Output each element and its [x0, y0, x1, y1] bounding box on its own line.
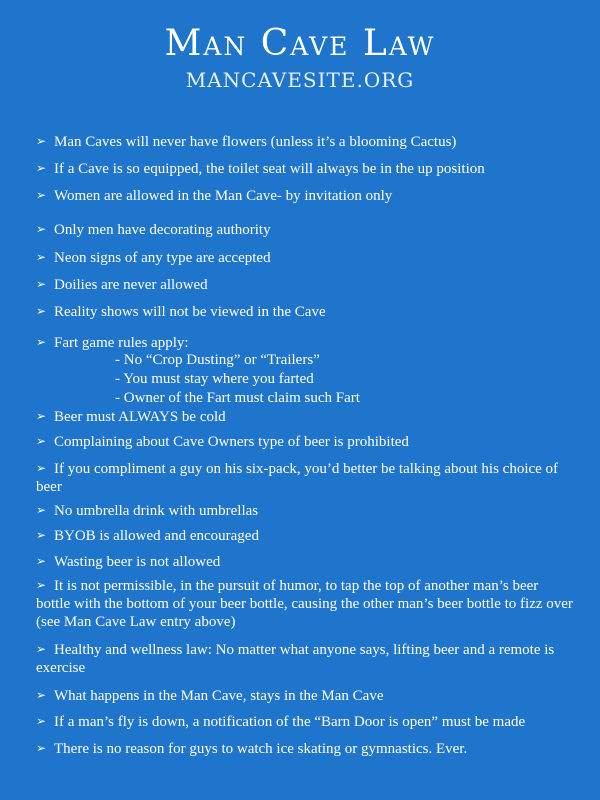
rule-item — [36, 552, 576, 571]
arrow-bullet-icon: ➢ — [36, 188, 47, 202]
arrow-bullet-icon: ➢ — [36, 503, 47, 517]
arrow-bullet-icon: ➢ — [36, 250, 47, 264]
rule-text: No umbrella drink with umbrellas — [54, 503, 259, 519]
rule-text: Beer must ALWAYS be cold — [54, 409, 226, 425]
rule-text: Healthy and wellness law: No matter what anyone says, lifting beer and a remote is exercise — [36, 642, 555, 676]
rule-item — [36, 432, 576, 451]
fart-subrule: - Owner of the Fart must claim such Fart — [115, 390, 360, 406]
arrow-bullet-icon: ➢ — [36, 554, 47, 568]
rule-item — [36, 686, 576, 705]
site-name: MANCAVESITE.ORG — [185, 68, 415, 92]
arrow-bullet-icon: ➢ — [36, 528, 47, 542]
arrow-bullet-icon: ➢ — [36, 277, 47, 291]
rule-item — [36, 576, 576, 631]
rule-item — [36, 739, 576, 758]
rule-text: If a man’s fly is down, a notification of the “Barn Door is open” must be made — [54, 714, 526, 730]
rule-text: Women are allowed in the Man Cave- by invitation only — [54, 188, 393, 204]
rule-item — [36, 333, 576, 352]
rule-text: It is not permissible, in the pursuit of humor, to tap the top of another man’s beer bottle with the bottom of your beer bottle, causing the other man’s beer bottle to fizz over (see Man Cave Law entry above) — [36, 578, 573, 630]
rule-text: Reality shows will not be viewed in the Cave — [54, 304, 326, 320]
arrow-bullet-icon: ➢ — [36, 134, 47, 148]
rule-text: Man Caves will never have flowers (unless it’s a blooming Cactus) — [54, 134, 457, 150]
fart-subrule: - No “Crop Dusting” or “Trailers” — [115, 352, 320, 368]
rule-item — [36, 459, 576, 496]
arrow-bullet-icon: ➢ — [36, 161, 47, 175]
rule-text: Complaining about Cave Owners type of beer is prohibited — [54, 434, 409, 450]
rule-text: Fart game rules apply: — [54, 335, 189, 351]
rule-item — [36, 302, 576, 321]
arrow-bullet-icon: ➢ — [36, 409, 47, 423]
rule-text: BYOB is allowed and encouraged — [54, 528, 259, 544]
rule-text: Wasting beer is not allowed — [54, 554, 221, 570]
rule-text: There is no reason for guys to watch ice skating or gymnastics. Ever. — [54, 741, 468, 757]
arrow-bullet-icon: ➢ — [36, 741, 47, 755]
rule-item — [36, 501, 576, 520]
rule-item — [36, 407, 576, 426]
rule-item — [36, 220, 576, 239]
arrow-bullet-icon: ➢ — [36, 714, 47, 728]
rule-item — [36, 712, 576, 731]
arrow-bullet-icon: ➢ — [36, 578, 47, 592]
arrow-bullet-icon: ➢ — [36, 335, 47, 349]
page-title: Man Cave Law — [164, 23, 436, 64]
rule-item — [36, 186, 576, 205]
rule-item — [36, 275, 576, 294]
rule-text: Neon signs of any type are accepted — [54, 250, 271, 266]
rule-text: Only men have decorating authority — [54, 222, 271, 238]
arrow-bullet-icon: ➢ — [36, 461, 47, 475]
rule-text: What happens in the Man Cave, stays in the Man Cave — [54, 688, 384, 704]
arrow-bullet-icon: ➢ — [36, 304, 47, 318]
rule-text: Doilies are never allowed — [54, 277, 208, 293]
arrow-bullet-icon: ➢ — [36, 434, 47, 448]
rule-item — [36, 248, 576, 267]
rule-text: If you compliment a guy on his six-pack, you’d better be talking about his choice of beer — [36, 461, 559, 495]
fart-subrule: - You must stay where you farted — [115, 371, 314, 387]
rule-item — [36, 132, 576, 151]
arrow-bullet-icon: ➢ — [36, 222, 47, 236]
rule-item — [36, 640, 576, 677]
arrow-bullet-icon: ➢ — [36, 642, 47, 656]
arrow-bullet-icon: ➢ — [36, 688, 47, 702]
rule-item — [36, 526, 576, 545]
rule-item — [36, 159, 576, 178]
rule-text: If a Cave is so equipped, the toilet seat will always be in the up position — [54, 161, 485, 177]
